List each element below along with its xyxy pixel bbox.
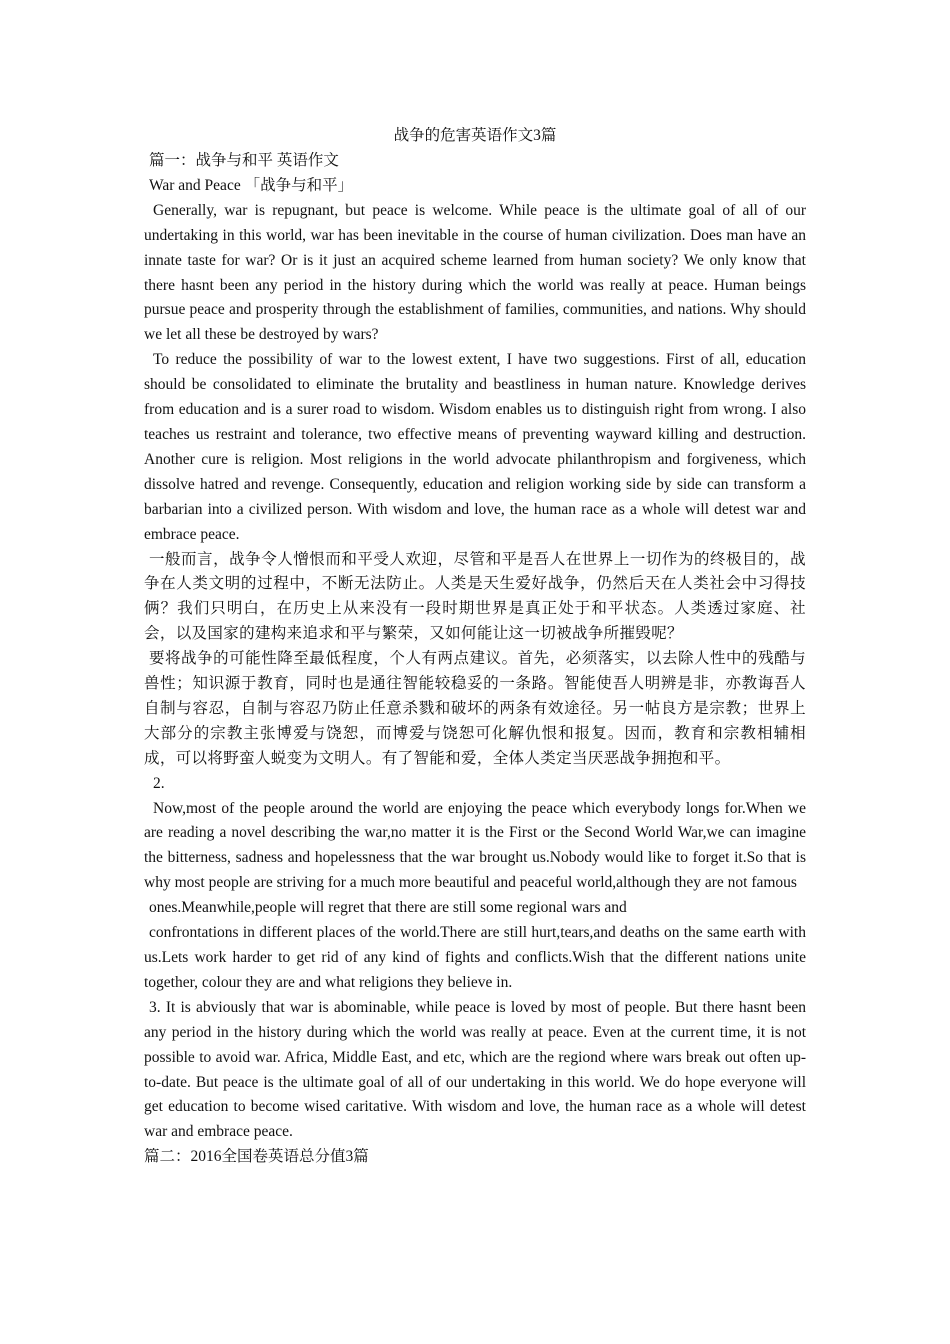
document-body [144, 149, 806, 1170]
essay3-paragraph: 3. It is abviously that war is abominable, while peace is loved by most of people. But there hasnt been any period in the history during which the world was really at peace. Even at the current time, it is not possible to avoid war. Africa, Middle East, and etc, which are the regiond where wars break out often up-to-date. But peace is the ultimate goal of all of our undertaking in this world. We do hope everyone will get education to become wised caritative. With wisdom and love, the human race as a whole will detest war and embrace peace. [144, 998, 806, 1141]
essay1-english-paragraph-2: To reduce the possibility of war to the lowest extent, I have two suggestions. First of all, education should be consolidated to eliminate the brutality and beastliness in human nature. Knowledge derives from education and is a surer road to wisdom. Wisdom enables us to distinguish right from wrong. I also teaches us restraint and tolerance, two effective means of preventing wayward killing and destruction. Another cure is religion. Most religions in the world advocate philanthropism and forgiveness, which dissolve hatred and revenge. Consequently, education and religion working side by side can transform a barbarian into a civilized person. With wisdom and love, the human race as a whole will detest war and embrace peace. [144, 351, 806, 543]
section1-subtitle: War and Peace 「战争与和平」 [149, 176, 354, 194]
document-title: 战争的危害英语作文3篇 [393, 127, 557, 144]
section1-heading: 篇一：战争与和平 英语作文 [149, 152, 339, 169]
section2-heading: 篇二：2016全国卷英语总分值3篇 [144, 1148, 369, 1166]
essay2-paragraph-1: Now,most of the people around the world are enjoying the peace which everybody longs for.When we are reading a novel describing the war,no matter it is the First or the Second World War,we can imagine the bitterness, sadness and hopelessness that the war brought us.Nobody would like to forget it.So that is why most people are striving for a much more beautiful and peaceful world,although they are not famous [144, 799, 806, 892]
essay2-paragraph-3: confrontations in different places of the world.There are still hurt,tears,and deaths on the same earth with us.Lets work harder to get rid of any kind of fights and conflicts.Wish that the different nations unite together, colour they are and what religions they believe in. [144, 924, 806, 991]
essay2-paragraph-2: ones.Meanwhile,people will regret that there are still some regional wars and [149, 899, 627, 917]
essay1-chinese-paragraph-2: 要将战争的可能性降至最低程度，个人有两点建议。首先，必须落实，以去除人性中的残酷与兽性；知识源于教育，同时也是通往智能较稳妥的一条路。智能使吾人明辨是非，亦教诲吾人自制与容忍，自制与容忍乃防止任意杀戮和破坏的两条有效途径。另一帖良方是宗教；世界上大部分的宗教主张博爱与饶恕，而博爱与饶恕可化解仇恨和报复。因而，教育和宗教相辅相成，可以将野蛮人蜕变为文明人。有了智能和爱，全体人类定当厌恶战争拥抱和平。 [144, 650, 806, 767]
essay1-english-paragraph-1: Generally, war is repugnant, but peace is welcome. While peace is the ultimate goal of all of our undertaking in this world, war has been inevitable in the course of human civilization. Does man have an innate taste for war? Or is it just an acquired scheme learned from human society? We only know that there hasnt been any period in the history during which the world was really at peace. Human beings pursue peace and prosperity through the establishment of families, communities, and nations. Why should we let all these be destroyed by wars? [144, 201, 806, 344]
essay2-number: 2. [153, 774, 165, 792]
essay1-chinese-paragraph-1: 一般而言，战争令人憎恨而和平受人欢迎，尽管和平是吾人在世界上一切作为的终极目的，战争在人类文明的过程中，不断无法防止。人类是天生爱好战争，仍然后天在人类社会中习得技俩？我们只明白，在历史上从来没有一段时期世界是真正处于和平状态。人类透过家庭、社会，以及国家的建构来追求和平与繁荣，又如何能让这一切被战争所摧毁呢？ [144, 550, 806, 643]
